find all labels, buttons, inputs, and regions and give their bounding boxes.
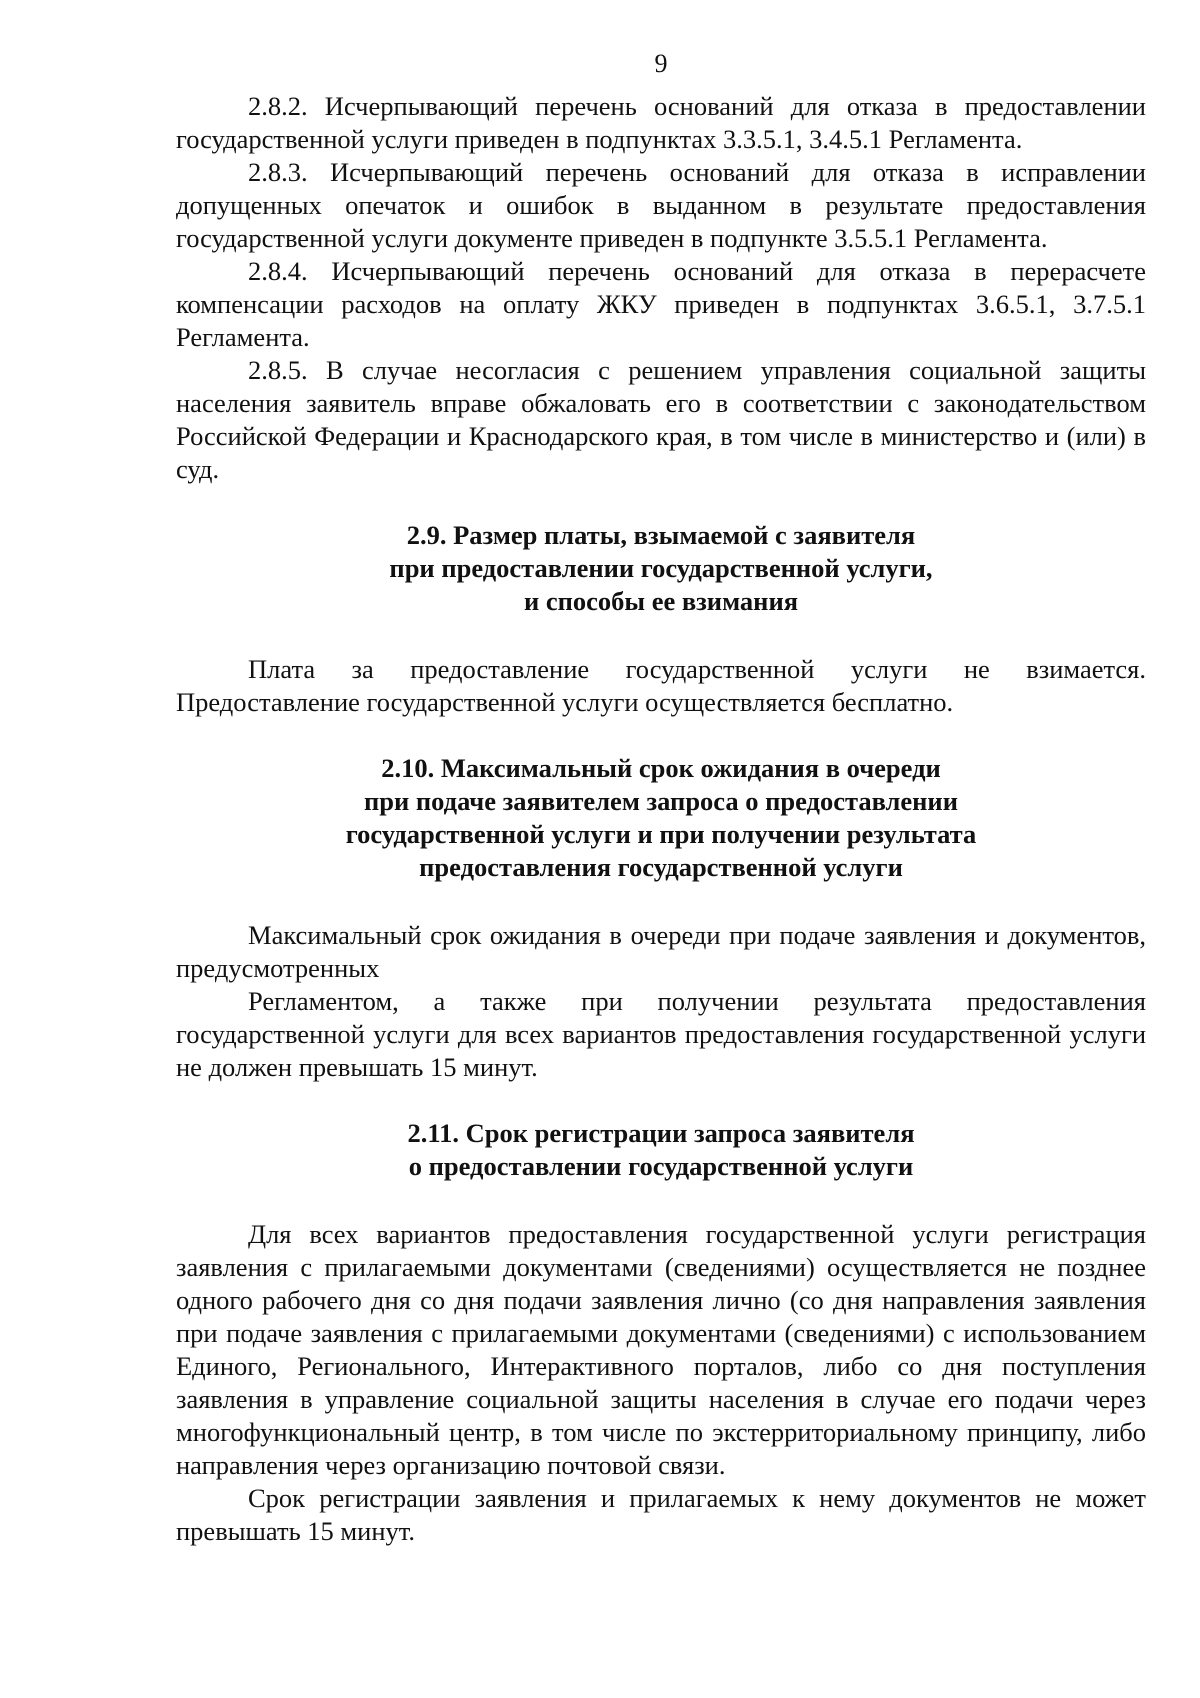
heading-line: 2.9. Размер платы, взымаемой с заявителя (406, 520, 916, 550)
section-heading-2-9 (176, 519, 1146, 618)
heading-line: государственной услуги и при получении результата (345, 819, 977, 849)
spacer (176, 1183, 1146, 1218)
spacer (176, 1084, 1146, 1117)
paragraph-2-9-fee: Плата за предоставление государственной услуги не взимается. Предоставление государственной услуги осуществляется бесплатно. (176, 654, 1146, 717)
heading-line: при подаче заявителем запроса о предоставлении (364, 786, 958, 816)
paragraph-2-8-4: 2.8.4. Исчерпывающий перечень оснований для отказа в перерасчете компенсации расходов на оплату ЖКУ приведен в подпунктах 3.6.5.1, 3.7.5.1 Регламента. (176, 256, 1146, 352)
spacer (176, 486, 1146, 519)
heading-line: и способы ее взимания (523, 586, 799, 616)
paragraph-2-10-wait-time: Максимальный срок ожидания в очереди при подаче заявления и документов, предусмотренных (176, 920, 1146, 983)
paragraph-2-11-time-limit: Срок регистрации заявления и прилагаемых к нему документов не может превышать 15 минут. (176, 1483, 1146, 1546)
heading-line: 2.11. Срок регистрации запроса заявителя (407, 1118, 915, 1148)
document-page (176, 48, 1146, 1548)
heading-line: при предоставлении государственной услуги, (389, 553, 933, 583)
heading-line: о предоставлении государственной услуги (408, 1151, 914, 1181)
spacer (176, 884, 1146, 919)
paragraph-2-8-5: 2.8.5. В случае несогласия с решением управления социальной защиты населения заявитель вправе обжаловать его в соответствии с законодательством Российской Федерации и Краснодарского края, в том числе в министерство и (или) в суд. (176, 355, 1146, 484)
heading-line: предоставления государственной услуги (419, 852, 903, 882)
spacer (176, 618, 1146, 653)
section-heading-2-11 (176, 1117, 1146, 1183)
heading-line: 2.10. Максимальный срок ожидания в очереди (381, 753, 941, 783)
section-heading-2-10 (176, 752, 1146, 884)
paragraph-2-10-regulation: Регламентом, а также при получении результата предоставления государственной услуги для всех вариантов предоставления государственной услуги не должен превышать 15 минут. (176, 986, 1146, 1082)
spacer (176, 719, 1146, 752)
paragraph-2-11-registration: Для всех вариантов предоставления государственной услуги регистрация заявления с прилагаемыми документами (сведениями) осуществляется не позднее одного рабочего дня со дня подачи заявления лично (со дня направления заявления при подаче заявления с прилагаемыми документами (сведениями) с использованием Единого, Регионального, Интерактивного порталов, либо со дня поступления заявления в управление социальной защиты населения в случае его подачи через многофункциональный центр, в том числе по экстерриториальному принципу, либо направления через организацию почтовой связи. (176, 1219, 1146, 1480)
paragraph-2-8-2: 2.8.2. Исчерпывающий перечень оснований для отказа в предоставлении государственной услуги приведен в подпунктах 3.3.5.1, 3.4.5.1 Регламента. (176, 91, 1146, 154)
paragraph-2-8-3: 2.8.3. Исчерпывающий перечень оснований для отказа в исправлении допущенных опечаток и ошибок в выданном в результате предоставления государственной услуги документе приведен в подпункте 3.5.5.1 Регламента. (176, 157, 1146, 253)
page-number: 9 (654, 49, 668, 78)
